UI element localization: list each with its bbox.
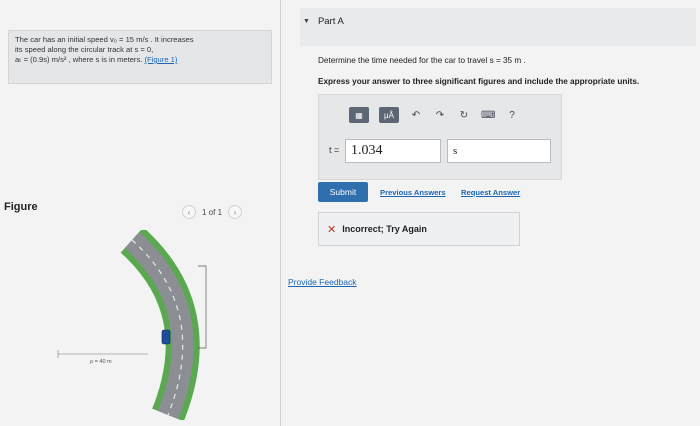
problem-line-1: The car has an initial speed v₀ = 15 m/s . It increases	[15, 35, 194, 44]
provide-feedback-link[interactable]: Provide Feedback	[288, 277, 357, 287]
figure-link[interactable]: (Figure 1)	[144, 55, 178, 64]
prev-figure-button[interactable]: ‹	[182, 205, 196, 219]
part-header[interactable]	[303, 16, 344, 27]
figure-heading: Figure	[4, 201, 38, 213]
variable-label: t =	[329, 145, 340, 155]
panel-divider	[280, 0, 281, 426]
redo-icon[interactable]: ↷	[435, 109, 445, 121]
instruction-text: Express your answer to three significant figures and include the appropriate units.	[318, 77, 640, 86]
problem-line-2: its speed along the circular track at s = 0,	[15, 45, 154, 54]
problem-line-3: aₜ = (0.9s) m/s² , where s is in meters.	[15, 55, 143, 64]
units-input[interactable]: s	[447, 139, 551, 163]
radius-label: ρ = 40 m	[90, 359, 112, 365]
figure-pager	[182, 205, 242, 219]
incorrect-x-icon: ✕	[327, 223, 337, 236]
part-title: Part A	[317, 16, 344, 27]
template-icon[interactable]: ▦	[349, 107, 369, 123]
collapse-triangle-icon[interactable]: ▼	[303, 18, 310, 25]
request-answer-link[interactable]: Request Answer	[461, 188, 521, 197]
undo-icon[interactable]: ↶	[411, 109, 421, 121]
result-message: Incorrect; Try Again	[342, 224, 427, 234]
car-icon	[162, 330, 170, 344]
next-figure-button[interactable]: ›	[228, 205, 242, 219]
submit-button[interactable]: Submit	[318, 182, 368, 202]
track-figure	[40, 230, 240, 420]
result-feedback	[318, 212, 520, 246]
part-header-bar	[300, 8, 696, 46]
problem-statement	[8, 30, 272, 84]
math-toolbar	[349, 107, 519, 123]
previous-answers-link[interactable]: Previous Answers	[380, 188, 446, 197]
answer-area	[318, 94, 562, 180]
help-icon[interactable]: ?	[509, 109, 515, 121]
keyboard-icon[interactable]: ⌨	[481, 109, 496, 121]
question-text: Determine the time needed for the car to travel s = 35 m .	[318, 56, 526, 65]
pager-text: 1 of 1	[202, 207, 223, 217]
mu-a-icon[interactable]: μÅ	[379, 107, 399, 123]
reset-icon[interactable]: ↻	[459, 109, 469, 121]
value-input[interactable]: 1.034	[345, 139, 441, 163]
